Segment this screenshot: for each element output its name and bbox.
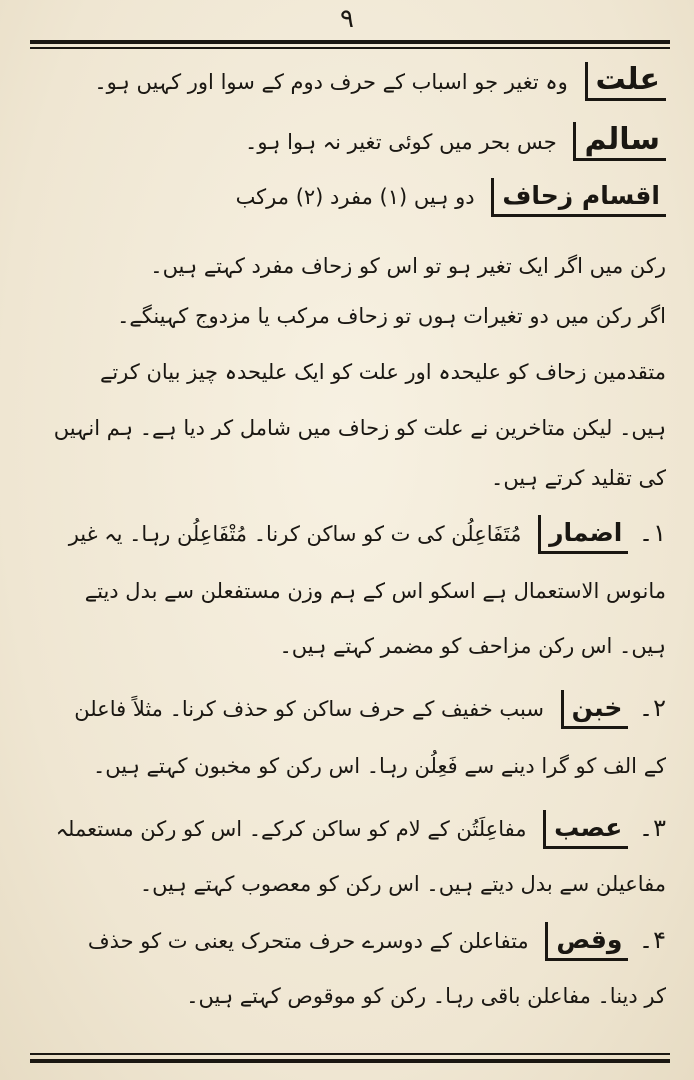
salim-definition: [28, 122, 666, 161]
illat-heading: علت: [585, 62, 667, 101]
waqs-definition: [28, 922, 666, 961]
paragraph-line: اگر رکن میں دو تغیرات ہوں تو زحاف مرکب یا مزدوج کہینگے۔: [117, 304, 666, 328]
aqsam-text: دو ہیں (۱) مفرد (۲) مرکب: [235, 185, 475, 209]
top-rule: [30, 40, 670, 44]
khabn-definition: [28, 690, 666, 729]
izmar-line: مُتَفَاعِلُن کی ت کو ساکن کرنا۔ مُتْفَاعِلُن رہا۔ یہ غیر: [68, 522, 522, 546]
top-rule-thin: [30, 47, 670, 49]
page-number: ۹: [340, 4, 354, 34]
salim-text: جس بحر میں کوئی تغیر نہ ہوا ہو۔: [245, 130, 557, 154]
asb-line: مفاعیلن سے بدل دیتے ہیں۔ اس رکن کو معصوب کہتے ہیں۔: [139, 872, 666, 896]
waqs-line: کر دینا۔ مفاعلن باقی رہا۔ رکن کو موقوص کہتے ہیں۔: [186, 984, 666, 1008]
asb-number: ۳۔: [639, 814, 666, 842]
asb-definition: [28, 810, 666, 849]
izmar-heading: اضمار: [538, 515, 628, 554]
khabn-line: کے الف کو گرا دینے سے فَعِلُن رہا۔ اس رکن کو مخبون کہتے ہیں۔: [92, 754, 666, 778]
paragraph-line: کی تقلید کرتے ہیں۔: [491, 466, 666, 490]
salim-heading: سالم: [573, 122, 666, 161]
paragraph-line: متقدمین زحاف کو علیحدہ اور علت کو ایک علیحدہ چیز بیان کرتے: [100, 360, 666, 384]
aqsam-heading: اقسام زحاف: [491, 178, 666, 217]
illat-text: وہ تغیر جو اسباب کے حرف دوم کے سوا اور کہیں ہو۔: [94, 70, 568, 94]
khabn-heading: خبن: [561, 690, 629, 729]
paragraph-line: رکن میں اگر ایک تغیر ہو تو اس کو زحاف مفرد کہتے ہیں۔: [150, 254, 666, 278]
illat-definition: [28, 62, 666, 101]
khabn-line: سبب خفیف کے حرف ساکن کو حذف کرنا۔ مثلاً فاعلن: [74, 697, 544, 721]
izmar-line: ہیں۔ اس رکن مزاحف کو مضمر کہتے ہیں۔: [279, 634, 666, 658]
khabn-number: ۲۔: [639, 694, 666, 722]
izmar-line: مانوس الاستعمال ہے اسکو اس کے ہم وزن مستفعلن سے بدل دیتے: [84, 579, 666, 603]
izmar-number: ۱۔: [639, 519, 666, 547]
aqsam-definition: [28, 178, 666, 217]
paragraph-line: ہیں۔ لیکن متاخرین نے علت کو زحاف میں شامل کر دیا ہے۔ ہم انہیں: [53, 416, 666, 440]
asb-line: مفاعِلَتُن کے لام کو ساکن کرکے۔ اس کو رکن مستعملہ: [55, 817, 527, 841]
asb-heading: عصب: [543, 810, 628, 849]
waqs-heading: وقص: [545, 922, 628, 961]
bottom-rule: [30, 1059, 670, 1063]
waqs-number: ۴۔: [639, 926, 666, 954]
bottom-rule-thin: [30, 1053, 670, 1055]
izmar-definition: [28, 515, 666, 554]
waqs-line: متفاعلن کے دوسرے حرف متحرک یعنی ت کو حذف: [87, 929, 529, 953]
